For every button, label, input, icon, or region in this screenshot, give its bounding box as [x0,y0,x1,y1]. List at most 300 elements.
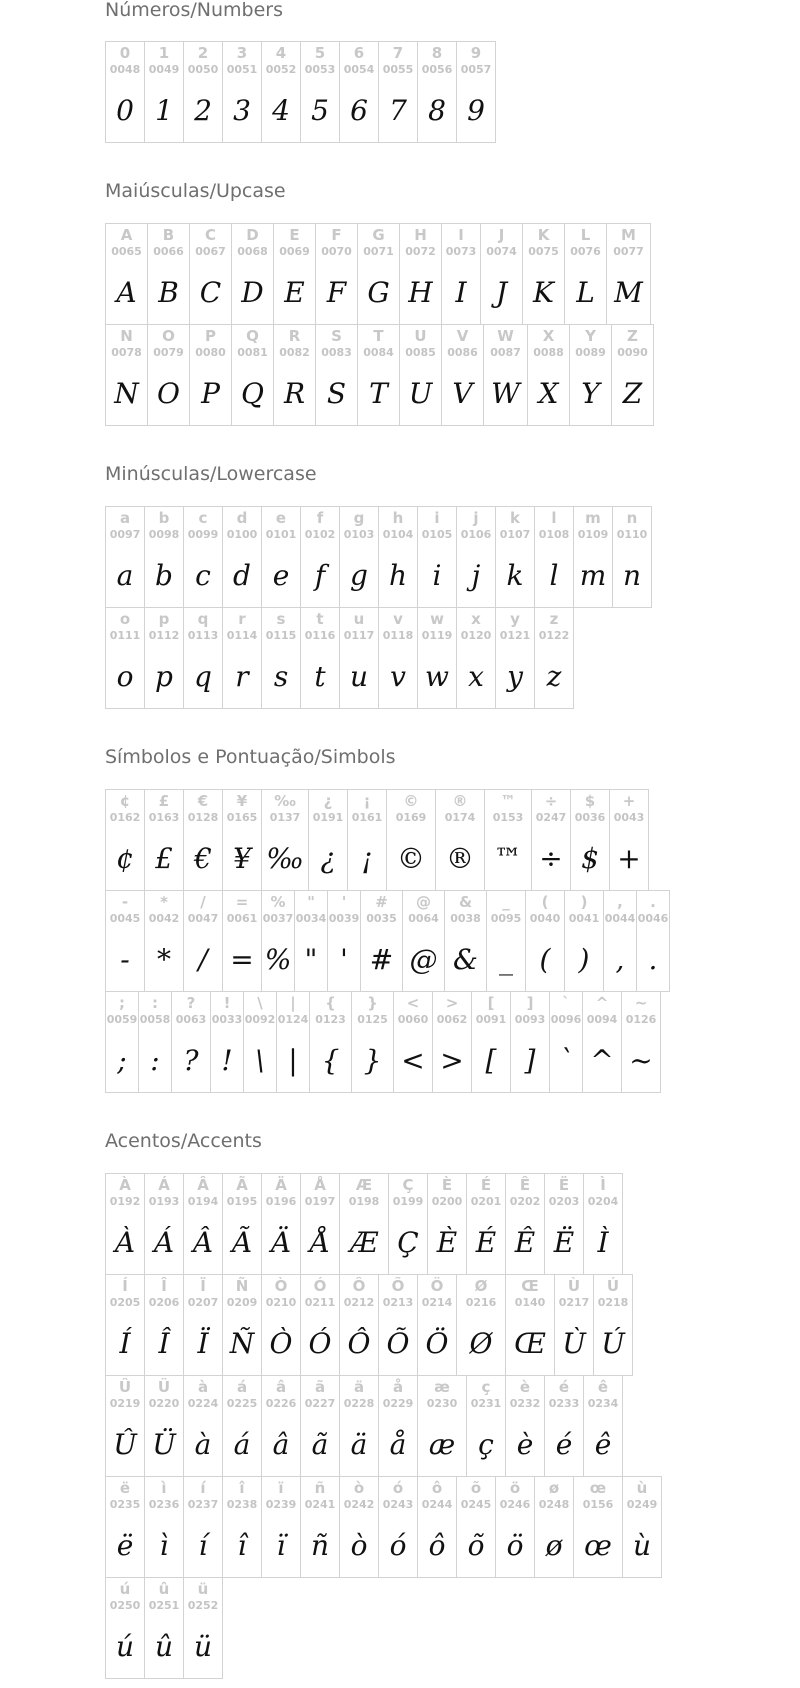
glyph-cell [300,1274,340,1376]
glyph-label: è [519,1378,531,1396]
glyph-label: á [236,1378,248,1396]
glyph-sample: é [555,1428,573,1461]
glyph-sample: ' [340,943,348,976]
glyph-sample: Ò [269,1327,293,1360]
glyph-label: Z [627,327,638,345]
glyph-label: ! [223,994,231,1012]
glyph-cell [105,1274,145,1376]
glyph-label: Ê [519,1176,531,1194]
glyph-code: 0198 [348,1196,380,1208]
glyph-code: 0035 [366,913,397,925]
glyph-sample: o [116,660,134,693]
glyph-cell [483,324,528,426]
glyph-cell [582,991,622,1093]
glyph-cell [105,1375,145,1477]
glyph-label: K [537,226,550,244]
glyph-sample: P [201,377,220,410]
glyph-sample: ‰ [266,842,304,875]
glyph-label: s [276,610,286,628]
glyph-cell [294,890,328,992]
glyph-row [105,41,496,143]
glyph-cell [347,789,387,891]
glyph-cell [456,506,496,608]
glyph-row [105,789,649,891]
glyph-label: c [198,509,208,527]
glyph-cell [261,890,295,992]
glyph-row [105,223,651,325]
glyph-cell [183,1577,223,1679]
glyph-label: B [162,226,175,244]
glyph-cell [327,890,361,992]
glyph-code: 0228 [343,1398,375,1410]
glyph-sample: ÷ [539,842,563,875]
glyph-label: a [119,509,131,527]
glyph-code: 0036 [574,812,606,824]
glyph-sample: € [194,842,212,875]
glyph-cell [583,1375,623,1477]
glyph-cell [456,41,496,143]
glyph-label: o [119,610,131,628]
glyph-cell [441,324,484,426]
glyph-sample: 7 [389,94,407,127]
glyph-sample: 2 [194,94,212,127]
glyph-code: 0067 [195,246,226,258]
glyph-code: 0106 [460,529,492,541]
glyph-label: l [551,509,557,527]
glyph-cell [357,223,400,325]
glyph-sample: / [198,943,208,976]
glyph-cell [378,1375,418,1477]
glyph-cell [339,41,379,143]
glyph-code: 0060 [397,1014,429,1026]
glyph-code: 0242 [343,1499,375,1511]
glyph-cell [531,789,571,891]
glyph-cell [222,1274,262,1376]
glyph-label: ä [353,1378,365,1396]
glyph-code: 0040 [529,913,561,925]
glyph-sample: ã [311,1428,329,1461]
glyph-cell [505,1173,545,1275]
glyph-cell [189,324,232,426]
glyph-code: 0191 [312,812,344,824]
glyph-code: 0049 [148,64,180,76]
glyph-cell [495,607,535,709]
section-title-lowercase: Minúsculas/Lowercase [105,463,317,485]
glyph-label: Ò [274,1277,288,1295]
glyph-label: Û [118,1378,132,1396]
glyph-row [105,506,652,608]
glyph-cell [544,1375,584,1477]
glyph-code: 0230 [426,1398,458,1410]
glyph-label: M [621,226,636,244]
glyph-cell [570,789,610,891]
glyph-code: 0140 [514,1297,546,1309]
glyph-label: © [403,792,419,810]
glyph-label: F [331,226,342,244]
glyph-cell [441,223,481,325]
glyph-label: 6 [353,44,365,62]
glyph-label: i [434,509,440,527]
glyph-cell [309,991,352,1093]
glyph-label: ø [548,1479,560,1497]
glyph-code: 0194 [187,1196,219,1208]
glyph-code: 0052 [265,64,297,76]
glyph-code: 0249 [626,1499,658,1511]
glyph-label: O [162,327,175,345]
glyph-code: 0238 [226,1499,258,1511]
glyph-sample: á [233,1428,251,1461]
section-title-symbols: Símbolos e Pontuação/Simbols [105,746,396,768]
glyph-cell [222,41,262,143]
glyph-cell [144,41,184,143]
glyph-sample: Ç [397,1226,419,1259]
glyph-code: 0156 [582,1499,614,1511]
glyph-code: 0045 [109,913,141,925]
glyph-label: ë [119,1479,131,1497]
glyph-cell [276,991,310,1093]
glyph-code: 0165 [226,812,258,824]
glyph-label: W [497,327,514,345]
glyph-cell [144,1375,184,1477]
glyph-sample: © [397,842,425,875]
glyph-code: 0199 [392,1196,424,1208]
glyph-sample: í [198,1529,208,1562]
glyph-cell [606,223,651,325]
glyph-cell [105,506,145,608]
glyph-code: 0108 [538,529,570,541]
glyph-sample: M [614,276,643,309]
glyph-sample: Ö [425,1327,449,1360]
glyph-label: x [471,610,481,628]
glyph-label: w [430,610,444,628]
glyph-sample: Á [153,1226,175,1259]
glyph-sample: s [273,660,289,693]
glyph-label: â [275,1378,287,1396]
glyph-code: 0041 [568,913,600,925]
glyph-label: 4 [275,44,287,62]
glyph-label: D [246,226,259,244]
glyph-cell [534,607,574,709]
glyph-cell [183,789,223,891]
glyph-sample: { [321,1044,340,1077]
glyph-sample: Æ [349,1226,379,1259]
glyph-code: 0068 [237,246,268,258]
glyph-code: 0076 [570,246,601,258]
glyph-label: X [542,327,555,345]
glyph-code: 0081 [237,347,268,359]
glyph-code: 0084 [363,347,394,359]
glyph-code: 0112 [148,630,180,642]
glyph-cell [144,1577,184,1679]
glyph-sample: < [401,1044,425,1077]
glyph-cell [435,789,485,891]
glyph-code: 0227 [304,1398,336,1410]
glyph-code: 0043 [613,812,645,824]
glyph-sample: A [116,276,137,309]
glyph-code: 0061 [226,913,258,925]
glyph-code: 0206 [148,1297,180,1309]
glyph-code: 0087 [490,347,521,359]
glyph-sample: ¥ [233,842,251,875]
glyph-cell [417,1476,457,1578]
glyph-cell [636,890,670,992]
glyph-sample: . [648,943,658,976]
glyph-code: 0125 [357,1014,388,1026]
glyph-label: ` [562,994,570,1012]
glyph-label: r [238,610,246,628]
glyph-label: Î [161,1277,167,1295]
glyph-sample: _ [499,943,513,976]
glyph-cell [105,1577,145,1679]
glyph-label: ã [314,1378,326,1396]
glyph-sample: d [233,559,251,592]
glyph-code: 0034 [295,913,327,925]
glyph-code: 0126 [625,1014,657,1026]
glyph-code: 0192 [109,1196,141,1208]
glyph-code: 0055 [382,64,414,76]
glyph-sample: @ [409,943,438,976]
glyph-sample: 9 [467,94,485,127]
glyph-sample: ¡ [361,842,373,875]
glyph-code: 0050 [187,64,219,76]
glyph-label: ê [597,1378,609,1396]
glyph-code: 0210 [265,1297,297,1309]
glyph-sample: = [230,943,254,976]
glyph-sample: u [349,660,369,693]
glyph-sample: q [194,660,212,693]
glyph-sample: û [154,1630,174,1663]
glyph-sample: x [468,660,484,693]
glyph-sample: î [237,1529,247,1562]
glyph-sample: 1 [155,94,173,127]
glyph-code: 0252 [187,1600,219,1612]
glyph-code: 0110 [616,529,648,541]
glyph-label: ] [526,994,534,1012]
glyph-label: æ [434,1378,450,1396]
glyph-cell [144,1173,184,1275]
glyph-sample: å [389,1428,407,1461]
glyph-code: 0195 [226,1196,258,1208]
glyph-label: Â [197,1176,209,1194]
glyph-cell [105,1173,145,1275]
glyph-cell [144,506,184,608]
glyph-code: 0054 [343,64,375,76]
glyph-cell [273,223,316,325]
glyph-cell [351,991,394,1093]
glyph-label: [ [487,994,495,1012]
glyph-code: 0093 [514,1014,546,1026]
glyph-label: ? [186,994,196,1012]
glyph-cell [564,890,604,992]
glyph-cell [505,1274,555,1376]
glyph-cell [609,789,649,891]
glyph-sample: + [617,842,641,875]
glyph-label: ¡ [363,792,371,810]
glyph-label: p [158,610,170,628]
glyph-label: í [200,1479,206,1497]
glyph-sample: 3 [233,94,251,127]
glyph-code: 0099 [187,529,219,541]
glyph-cell [357,324,400,426]
glyph-sample: Û [113,1428,137,1461]
glyph-label: ¥ [236,792,248,810]
glyph-code: 0071 [363,246,394,258]
glyph-sample: [ [485,1044,497,1077]
glyph-sample: U [408,377,433,410]
glyph-label: 2 [197,44,209,62]
glyph-cell [222,607,262,709]
glyph-cell [417,1375,467,1477]
glyph-code: 0213 [382,1297,414,1309]
glyph-sample: Q [241,377,264,410]
glyph-cell [147,223,190,325]
glyph-cell [105,1476,145,1578]
glyph-label: L [580,226,591,244]
glyph-sample: ^ [590,1044,614,1077]
glyph-sample: 0 [116,94,134,127]
glyph-row [105,1577,223,1679]
glyph-cell [417,41,457,143]
glyph-sample: K [533,276,554,309]
glyph-label: J [498,226,505,244]
glyph-code: 0250 [109,1600,141,1612]
glyph-label: ü [197,1580,209,1598]
glyph-sample: Ì [597,1226,609,1259]
glyph-code: 0080 [195,347,226,359]
glyph-code: 0245 [460,1499,492,1511]
glyph-cell [378,1476,418,1578]
glyph-sample: Ï [197,1327,209,1360]
glyph-label: Ñ [235,1277,249,1295]
glyph-code: 0066 [153,246,184,258]
glyph-sample: à [194,1428,212,1461]
glyph-label: î [239,1479,245,1497]
section-title-upcase: Maiúsculas/Upcase [105,180,286,202]
glyph-label: y [510,610,520,628]
glyph-cell [510,991,550,1093]
glyph-sample: > [440,1044,464,1077]
glyph-cell [144,890,184,992]
glyph-sample: É [475,1226,497,1259]
glyph-sample: E [284,276,305,309]
glyph-cell [183,41,223,143]
glyph-cell [378,41,418,143]
glyph-cell [308,789,348,891]
glyph-label: e [275,509,287,527]
glyph-label: N [120,327,133,345]
glyph-cell [261,1274,301,1376]
glyph-sample: Ó [308,1327,332,1360]
glyph-cell [573,1476,623,1578]
glyph-code: 0065 [111,246,142,258]
glyph-code: 0098 [148,529,180,541]
glyph-label: Å [314,1176,326,1194]
glyph-code: 0086 [447,347,478,359]
glyph-sample: " [304,943,318,976]
glyph-label: ô [431,1479,443,1497]
glyph-cell [432,991,472,1093]
glyph-sample: À [114,1226,136,1259]
glyph-sample: | [288,1044,298,1077]
glyph-sample: G [367,276,390,309]
glyph-sample: Ñ [229,1327,255,1360]
glyph-label: m [585,509,601,527]
glyph-cell [171,991,211,1093]
glyph-label: u [353,610,365,628]
glyph-code: 0246 [499,1499,531,1511]
glyph-code: 0251 [148,1600,180,1612]
glyph-code: 0209 [226,1297,258,1309]
glyph-code: 0232 [509,1398,541,1410]
glyph-cell [378,607,418,709]
glyph-sample: £ [155,842,173,875]
glyph-cell [388,1173,428,1275]
glyph-cell [569,324,612,426]
glyph-label: 3 [236,44,248,62]
glyph-label: V [456,327,469,345]
glyph-cell [189,223,232,325]
glyph-cell [183,607,223,709]
glyph-label: ( [541,893,549,911]
glyph-cell [417,506,457,608]
glyph-code: 0085 [405,347,436,359]
glyph-code: 0219 [109,1398,141,1410]
glyph-sample: N [114,377,139,410]
glyph-label: Ä [275,1176,287,1194]
glyph-cell [261,607,301,709]
glyph-label: Ö [430,1277,444,1295]
glyph-sample: 4 [272,94,290,127]
glyph-sample: Å [309,1226,331,1259]
glyph-code: 0064 [408,913,439,925]
glyph-code: 0169 [395,812,427,824]
glyph-cell [315,223,358,325]
glyph-code: 0051 [226,64,258,76]
glyph-row [105,890,670,992]
glyph-sample: B [158,276,179,309]
glyph-row [105,324,654,426]
glyph-code: 0220 [148,1398,180,1410]
glyph-cell [144,1274,184,1376]
glyph-sample: â [272,1428,290,1461]
glyph-code: 0231 [470,1398,502,1410]
glyph-code: 0100 [226,529,258,541]
glyph-cell [339,1375,379,1477]
glyph-code: 0095 [490,913,522,925]
glyph-cell [360,890,403,992]
glyph-cell [522,223,565,325]
glyph-label: Ã [236,1176,248,1194]
glyph-code: 0063 [175,1014,207,1026]
section-title-accents: Acentos/Accents [105,1130,262,1152]
glyph-label: b [158,509,170,527]
glyph-cell [399,324,442,426]
glyph-label: - [121,893,129,911]
glyph-cell [183,506,223,608]
glyph-sample: ¢ [116,842,134,875]
glyph-label: ñ [314,1479,326,1497]
glyph-sample: Ã [231,1226,253,1259]
glyph-label: ‰ [274,792,296,810]
glyph-code: 0069 [279,246,310,258]
glyph-sample: H [408,276,433,309]
glyph-label: ) [580,893,588,911]
glyph-cell [466,1173,506,1275]
glyph-sample: c [195,559,211,592]
glyph-cell [622,1476,662,1578]
glyph-cell [210,991,244,1093]
glyph-cell [261,1476,301,1578]
